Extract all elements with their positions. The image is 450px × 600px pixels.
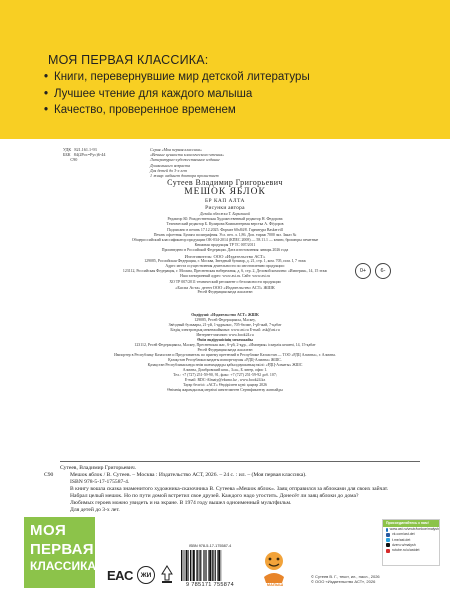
barcode-bar xyxy=(206,550,207,581)
recycle-icon xyxy=(160,565,174,585)
barcode-bar xyxy=(181,550,182,581)
barcode-bar xyxy=(217,550,218,581)
banner-item: • Лучшее чтение для каждого малыша xyxy=(44,87,253,100)
divider xyxy=(60,461,420,462)
social-link[interactable]: t.me/ast.det xyxy=(383,538,439,543)
vk-icon xyxy=(386,533,390,537)
banner-title: МОЯ ПЕРВАЯ КЛАССИКА: xyxy=(48,53,209,67)
catalog-audience: Для детей до 3-х лет. xyxy=(70,507,120,513)
barcode-bar xyxy=(212,550,213,581)
telegram-icon xyxy=(386,538,390,542)
classification-codes: УДК 821.161.1-93 ББК 84(2Рос=Рус)6-44 С90 xyxy=(63,147,106,163)
dzen-icon xyxy=(386,543,390,547)
age-rating-badge: 6- xyxy=(375,263,391,279)
social-link[interactable]: www.ast.ru/vnutr/tonkoe/malysh xyxy=(383,527,439,532)
kz-conformity-mark: ЖИ xyxy=(137,566,155,584)
catalog-entry: Мешок яблок / В. Сутеев. – Москва : Издательство АСТ, 2026. – 24 с. : ил. – (Моя первая классика). xyxy=(70,472,307,478)
barcode-bar xyxy=(215,550,216,581)
catalog-abstract: Любимых героев можно увидеть и на экране. В 1974 году вышел одноименный мультфильм. xyxy=(70,500,292,506)
barcode-digits: 9 785171 755874 xyxy=(185,582,235,588)
barcode-bar xyxy=(186,550,188,581)
barcode-bar xyxy=(197,550,198,581)
banner-item: • Книги, перевернувшие мир детской литературы xyxy=(44,71,310,83)
illustrations-credit: Рисунки автора xyxy=(205,205,245,211)
eac-mark: EAC xyxy=(107,568,133,583)
imprint-block: Дизайн обложки Т. Барилиной Редактор Ю. Рождественская Художественный редактор Н. Федорова Технический редактор Б. Кулирова Компьютерная верстка А. Фёдоров Подписано в печать 17.12.2025. Формат 60х84/8. Гарнитура Baskervill Печать офсетная. Бумага полиграфная. Усл. печ. л. 1,86. Доп. тираж 7000 экз. Заказ № Общероссийский классификатор продукции ОК-034-2014 (КПЕС 2008) — 58.11.1 — книги, брошюры печатные Книжная продукция ТР ТС 007/2011 Произведено в Российской Федерации. Дата изготовления: январь 2026 года Изготовитель: ООО «Издательство АСТ» 129085, Российская Федерация, г. Москва, Звездный бульвар, д. 21, стр. 1, ком. 705, пом. I, 7 этаж Адрес места осуществления деятельности по изготовлению продукции: 123112, Российская Федерация, г. Москва, Пресненская набережная, д. 6, стр. 2, Деловой комплекс «Империя», 14, 15 этаж Наш электронный адрес: www.ast.ru. Сайт: www.ast.ru ХО ТР 007/2011 технический регламент о безопасности продукции «Баспа Аста» деген ООО «Издательство АСТ» ЖШК Ресей Федерациясында жасалған xyxy=(122,212,328,295)
barcode-bar xyxy=(185,550,186,581)
catalog-abstract: В книгу вошла сказка знаменитого художника-сказочника В. Сутеева «Мешок яблок». Заяц отправился за яблоками для своих зайчат. Набрал целый мешок. Но по пути домой встретил свое друзей. Каждого надо угостить. Донесёт ли заяц яблоки до дома? xyxy=(70,486,389,499)
social-links-box xyxy=(382,519,440,566)
social-link[interactable]: vk.com/ast.det xyxy=(383,532,439,537)
barcode-bar xyxy=(218,550,220,581)
barcode-bar xyxy=(213,550,214,581)
barcode-bar xyxy=(199,550,200,581)
barcode-bar xyxy=(183,550,184,581)
barcode-bar xyxy=(208,550,209,581)
banner-list xyxy=(44,69,310,119)
barcode-bar xyxy=(204,550,205,581)
rutube-icon xyxy=(386,549,390,553)
barcode xyxy=(178,544,242,590)
kazakh-import-block: Ондіруші: «Издательство АСТ» ЖШК 129085, Ресей Федерациясы, Мәскеу, Звёздный бульвары, 21-үй, 1-құрылыс, 705-бөлме, I-үй-жай, 7-қабат Біздің электрондық мекенжайымыз: www.ast.ru E-mail: ask@ast.ru Интернет-магазин: www.book24.ru Өнім өндірушісінің мекенжайы 123112, Ресей Федерациясы, Мәскеу, Пресненская жаг., 6-үй, 2-құр., «Империя» іскерлік кешені, 14, 15-қабат Ресей Федерациясында жасалған Импортер в Республику Казахстан и Представитель по приему претензий в Республике Казахстан — ТОО «РДЦ Алматы», г. Алматы. Қазақстан Республикасындағы импорттаушы «РДЦ-Алматы» ЖШС. Қазақстан Республикасында өнім шағымдарды қабылдаушының өкілі: «РДЦ-Алматы» ЖШС Алматы, Домбровский көш., 3«а», Б литер, офис 1. Тел.: +7 (727) 251-59-90, 91, факс: +7 (727) 251-59-92 доб. 107; E-mail: RDC-Almaty@eksmo.kz , www.book24.kz Тауар белгісі: «АСТ» Өндірілген күні: қаңтар 2026 Өнімнің жарамдылық мерзімі шектелмеген Сертификаттау жатпайды xyxy=(114,313,336,392)
series-logo: МОЯ ПЕРВАЯ КЛАССИКА xyxy=(24,517,95,588)
barcode-bar xyxy=(192,550,193,581)
barcode-bar xyxy=(200,550,201,581)
barcode-bar xyxy=(196,550,197,581)
catalog-card xyxy=(44,465,390,514)
book-title: МЕШОК ЯБЛОК xyxy=(184,187,266,197)
age-rating-badge: 0+ xyxy=(355,263,371,279)
catalog-isbn: ISBN 978-5-17-175587-4. xyxy=(70,479,130,485)
barcode-bar xyxy=(203,550,204,581)
barcode-bar xyxy=(209,550,211,581)
copyright: © Сутеев В. Г., текст, ил., насл., 2026 © ООО «Издательство АСТ», 2026 xyxy=(311,574,380,585)
book-author: Сутеев Владимир Григорьевич xyxy=(167,178,283,187)
series-banner xyxy=(0,0,450,139)
barcode-bar xyxy=(221,550,222,581)
barcode-bars xyxy=(181,550,239,582)
catalog-code: С90 xyxy=(44,472,54,478)
social-link[interactable]: dzen.ru/malysh xyxy=(383,543,439,548)
barcode-bar xyxy=(190,550,191,581)
book-subtitle: БР КАП АЛТА xyxy=(205,198,245,204)
barcode-isbn: ISBN 978-5-17-175587-4 xyxy=(188,544,232,548)
barcode-bar xyxy=(188,550,189,581)
catalog-author: Сутеев, Владимир Григорьевич. xyxy=(60,465,137,471)
social-link[interactable]: rutube.ru/u/astdet xyxy=(383,548,439,553)
website-icon xyxy=(386,528,388,532)
publisher-name: МАЛЫШ xyxy=(266,583,284,587)
social-header: Присоединяйтесь к нам! xyxy=(383,520,439,527)
banner-item: • Качество, проверенное временем xyxy=(44,104,236,116)
series-info: Серия «Моя первая классика» «Вечные ценности классического чтения» Литературно-художественное издание Дошкольного возраста Для детей до 3-х лет 1 жанр: кабинет доктора пролистает xyxy=(150,147,225,179)
barcode-bar xyxy=(193,550,195,581)
